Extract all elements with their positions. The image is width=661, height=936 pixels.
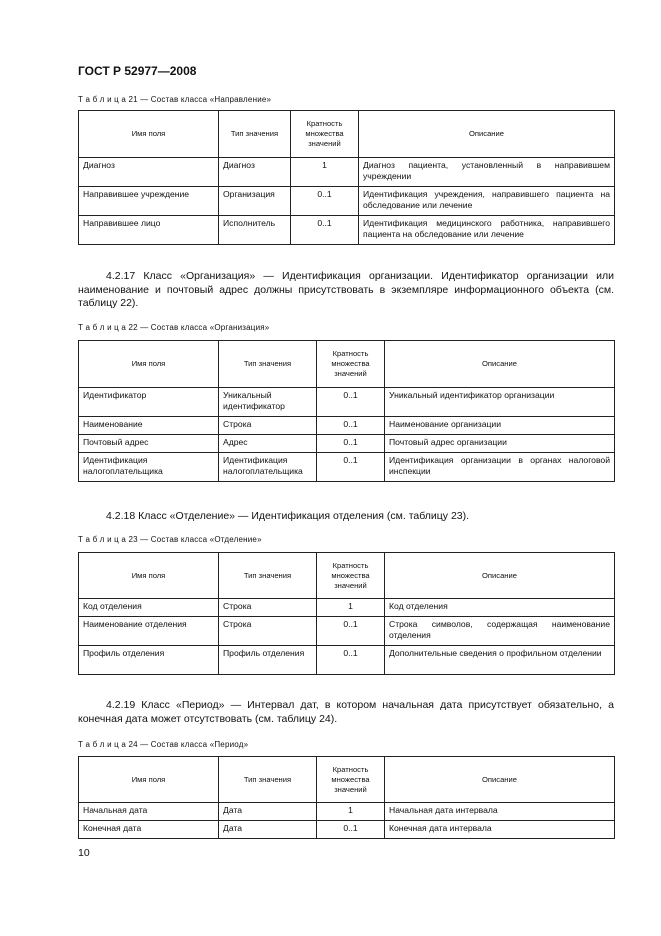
table-21-caption: Т а б л и ц а 21 — Состав класса «Направление» bbox=[78, 95, 272, 104]
cell-description: Идентификация медицинского работника, направившего пациента на обследование или лечение bbox=[359, 216, 615, 245]
cell-value-type: Уникальный идентификатор bbox=[219, 388, 317, 417]
cell-description: Строка символов, содержащая наименование отделения bbox=[385, 617, 615, 646]
paragraph-4-2-17 bbox=[78, 270, 614, 311]
cell-description: Конечная дата интервала bbox=[385, 821, 615, 839]
table-header-row bbox=[79, 111, 615, 158]
table-23-caption: Т а б л и ц а 23 — Состав класса «Отделение» bbox=[78, 535, 262, 544]
col-header-multiplicity: Кратность множества значений bbox=[317, 757, 385, 803]
cell-description: Почтовый адрес организации bbox=[385, 435, 615, 453]
cell-field-name: Начальная дата bbox=[79, 803, 219, 821]
table-row bbox=[79, 158, 615, 187]
table-row bbox=[79, 187, 615, 216]
cell-multiplicity: 0..1 bbox=[317, 388, 385, 417]
cell-field-name: Идентификация налогоплательщика bbox=[79, 453, 219, 482]
col-header-description: Описание bbox=[385, 553, 615, 599]
cell-value-type: Строка bbox=[219, 617, 317, 646]
cell-value-type: Дата bbox=[219, 803, 317, 821]
paragraph-4-2-19 bbox=[78, 699, 614, 726]
table-row bbox=[79, 821, 615, 839]
table-row bbox=[79, 646, 615, 675]
col-header-value-type: Тип значения bbox=[219, 341, 317, 388]
cell-description: Код отделения bbox=[385, 599, 615, 617]
cell-description: Идентификация учреждения, направившего пациента на обследование или лечение bbox=[359, 187, 615, 216]
cell-value-type: Дата bbox=[219, 821, 317, 839]
table-22 bbox=[78, 340, 615, 482]
col-header-value-type: Тип значения bbox=[219, 553, 317, 599]
cell-description: Дополнительные сведения о профильном отделении bbox=[385, 646, 615, 675]
cell-field-name: Наименование bbox=[79, 417, 219, 435]
table-row bbox=[79, 617, 615, 646]
table-header-row bbox=[79, 757, 615, 803]
table-21 bbox=[78, 110, 615, 245]
col-header-value-type: Тип значения bbox=[219, 757, 317, 803]
cell-multiplicity: 1 bbox=[317, 599, 385, 617]
col-header-field-name: Имя поля bbox=[79, 757, 219, 803]
cell-description: Начальная дата интервала bbox=[385, 803, 615, 821]
col-header-multiplicity: Кратность множества значений bbox=[291, 111, 359, 158]
cell-multiplicity: 0..1 bbox=[291, 216, 359, 245]
cell-value-type: Исполнитель bbox=[219, 216, 291, 245]
paragraph-text: 4.2.17 Класс «Организация» — Идентификация организации. Идентификатор организации или наименование и почтовый адрес должны присутствовать в экземпляре информационного объекта (см. таблицу 22). bbox=[78, 270, 614, 309]
table-row bbox=[79, 435, 615, 453]
cell-value-type: Строка bbox=[219, 417, 317, 435]
paragraph-text: 4.2.19 Класс «Период» — Интервал дат, в котором начальная дата присутствует обязательно, а конечная дата может отсутствовать (см. таблицу 24). bbox=[78, 699, 614, 725]
cell-value-type: Организация bbox=[219, 187, 291, 216]
cell-multiplicity: 0..1 bbox=[317, 435, 385, 453]
cell-multiplicity: 1 bbox=[317, 803, 385, 821]
cell-value-type: Профиль отделения bbox=[219, 646, 317, 675]
table-24-caption: Т а б л и ц а 24 — Состав класса «Период» bbox=[78, 740, 249, 749]
col-header-multiplicity: Кратность множества значений bbox=[317, 341, 385, 388]
paragraph-text: 4.2.18 Класс «Отделение» — Идентификация отделения (см. таблицу 23). bbox=[106, 510, 470, 522]
table-header-row bbox=[79, 341, 615, 388]
table-header-row bbox=[79, 553, 615, 599]
paragraph-4-2-18 bbox=[78, 510, 614, 524]
cell-description: Уникальный идентификатор организации bbox=[385, 388, 615, 417]
table-row bbox=[79, 599, 615, 617]
col-header-field-name: Имя поля bbox=[79, 111, 219, 158]
cell-field-name: Код отделения bbox=[79, 599, 219, 617]
cell-value-type: Адрес bbox=[219, 435, 317, 453]
table-24 bbox=[78, 756, 615, 839]
table-row bbox=[79, 453, 615, 482]
cell-field-name: Направившее учреждение bbox=[79, 187, 219, 216]
cell-multiplicity: 0..1 bbox=[317, 453, 385, 482]
cell-description: Наименование организации bbox=[385, 417, 615, 435]
cell-multiplicity: 0..1 bbox=[291, 187, 359, 216]
cell-field-name: Диагноз bbox=[79, 158, 219, 187]
table-23 bbox=[78, 552, 615, 675]
col-header-field-name: Имя поля bbox=[79, 553, 219, 599]
col-header-description: Описание bbox=[359, 111, 615, 158]
table-row bbox=[79, 803, 615, 821]
cell-description: Идентификация организации в органах налоговой инспекции bbox=[385, 453, 615, 482]
table-row bbox=[79, 216, 615, 245]
col-header-multiplicity: Кратность множества значений bbox=[317, 553, 385, 599]
table-row bbox=[79, 388, 615, 417]
document-header: ГОСТ Р 52977—2008 bbox=[78, 64, 197, 78]
cell-field-name: Профиль отделения bbox=[79, 646, 219, 675]
cell-description: Диагноз пациента, установленный в направившем учреждении bbox=[359, 158, 615, 187]
cell-value-type: Строка bbox=[219, 599, 317, 617]
cell-field-name: Конечная дата bbox=[79, 821, 219, 839]
cell-field-name: Наименование отделения bbox=[79, 617, 219, 646]
page-number: 10 bbox=[78, 847, 90, 859]
cell-multiplicity: 0..1 bbox=[317, 617, 385, 646]
cell-multiplicity: 1 bbox=[291, 158, 359, 187]
table-22-caption: Т а б л и ц а 22 — Состав класса «Организация» bbox=[78, 323, 270, 332]
cell-multiplicity: 0..1 bbox=[317, 646, 385, 675]
cell-multiplicity: 0..1 bbox=[317, 821, 385, 839]
col-header-field-name: Имя поля bbox=[79, 341, 219, 388]
cell-field-name: Идентификатор bbox=[79, 388, 219, 417]
cell-field-name: Направившее лицо bbox=[79, 216, 219, 245]
cell-value-type: Идентификация налогоплательщика bbox=[219, 453, 317, 482]
cell-field-name: Почтовый адрес bbox=[79, 435, 219, 453]
cell-value-type: Диагноз bbox=[219, 158, 291, 187]
cell-multiplicity: 0..1 bbox=[317, 417, 385, 435]
table-row bbox=[79, 417, 615, 435]
col-header-description: Описание bbox=[385, 341, 615, 388]
col-header-description: Описание bbox=[385, 757, 615, 803]
col-header-value-type: Тип значения bbox=[219, 111, 291, 158]
